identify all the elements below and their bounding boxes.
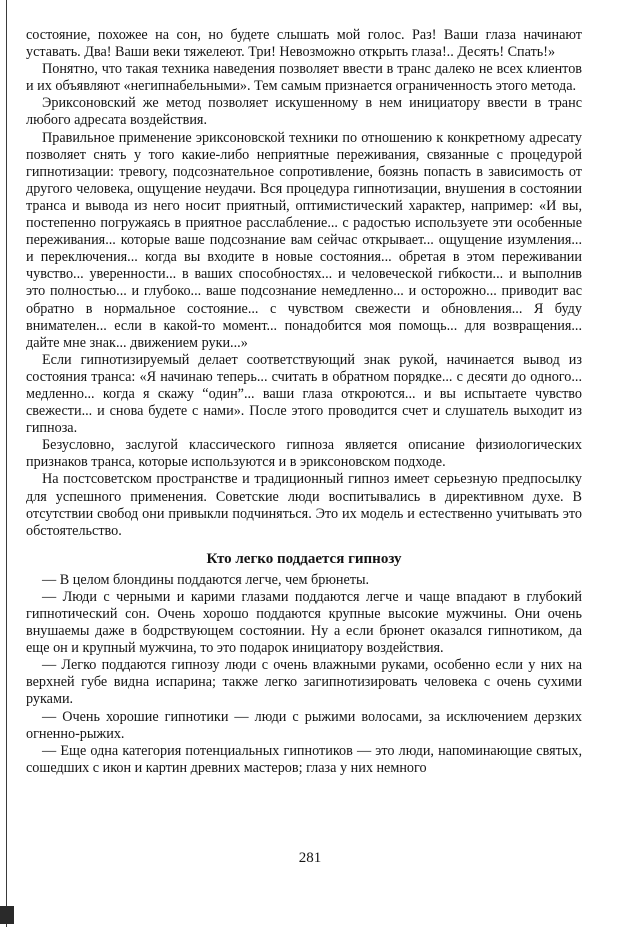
paragraph: Эриксоновский же метод позволяет искушенному в нем инициатору ввести в транс любого адресата воздействия. — [26, 95, 582, 129]
scan-edge-line — [6, 0, 7, 927]
section-heading: Кто легко поддается гипнозу — [206, 550, 402, 567]
list-item: — Люди с черными и карими глазами поддаются легче и чаще впадают в глубокий гипнотический сон. Очень хорошо поддаются крупные высокие мужчины. Они очень внушаемы даже в бодрствующем состоянии. Ну а если брюнет оказался гипнотиком, да еще он и крупный мужчина, то это подарок инициатору воздействия. — [26, 588, 582, 657]
list-item: — Еще одна категория потенциальных гипнотиков — это люди, напоминающие святых, сошедших с икон и картин древних мастеров; глаза у них немного — [26, 742, 582, 776]
list-item: — В целом блондины поддаются легче, чем брюнеты. — [42, 571, 370, 588]
paragraph: Правильное применение эриксоновской техники по отношению к конкретному адресату позволяет снять у того какие-либо неприятные переживания, связанные с процедурой гипнотизации: тревогу, подсознательное сопротивление, боязнь попасть в зависимость от другого человека, ощущение неудачи. Вся процедура гипнотизации, внушения в состоянии транса и вывода из него носит приятный, оптимистический характер, например: «И вы, постепенно погружаясь в приятное расслабление... с радостью используете эти особенные переживания... которые ваше подсознание вам сейчас открывает... ощущение изумления... и переключения... когда вы входите в новые состояния... обретая в этом переживании чувство... уверенности... в ваших способностях... и человеческой гибкости... и выполнив это полностью... и глубоко... ваше подсознание немедленно... и осторожно... приводит вас обратно в нормальное состояние... с чувством свежести и обновления... Я буду внимателен... если в какой-то момент... понадобится моя помощь... для возвращения... дайте мне знак... движением руки...» — [26, 129, 582, 351]
page-number: 281 — [298, 850, 322, 866]
list-item: — Очень хорошие гипнотики — люди с рыжими волосами, за исключением дерзких огненно-рыжих. — [26, 708, 582, 742]
list-item: — Легко поддаются гипнозу люди с очень влажными руками, особенно если у них на верхней губе видна испарина; также легко загипнотизировать человека с очень сухими руками. — [26, 657, 582, 708]
scan-edge-mark — [0, 906, 14, 924]
paragraph: На постсоветском пространстве и традиционный гипноз имеет серьезную предпосылку для успешного применения. Советские люди воспитывались в директивном духе. В отсутствии свобод они привыкли подчиняться. Это их модель и естественно учитывать это обстоятельство. — [26, 471, 582, 539]
paragraph: состояние, похожее на сон, но будете слышать мой голос. Раз! Ваши глаза начинают уставать. Два! Ваши веки тяжелеют. Три! Невозможно открыть глаза!.. Десять! Спать!» — [26, 27, 582, 61]
paragraph: Понятно, что такая техника наведения позволяет ввести в транс далеко не всех клиентов и их объявляют «негипнабельными». Тем самым признается ограниченность этого метода. — [26, 61, 582, 95]
paragraph: Безусловно, заслугой классического гипноза является описание физиологических признаков транса, которые используются и в эриксоновском подходе. — [26, 437, 582, 471]
paragraph: Если гипнотизируемый делает соответствующий знак рукой, начинается вывод из состояния транса: «Я начинаю теперь... считать в обратном порядке... с десяти до одного... медленно... когда я скажу “один”... ваши глаза откроются... и вы испытаете чувство свежести... и снова будете с нами». После этого проводится счет и слушатель выходит из гипноза. — [26, 351, 582, 437]
